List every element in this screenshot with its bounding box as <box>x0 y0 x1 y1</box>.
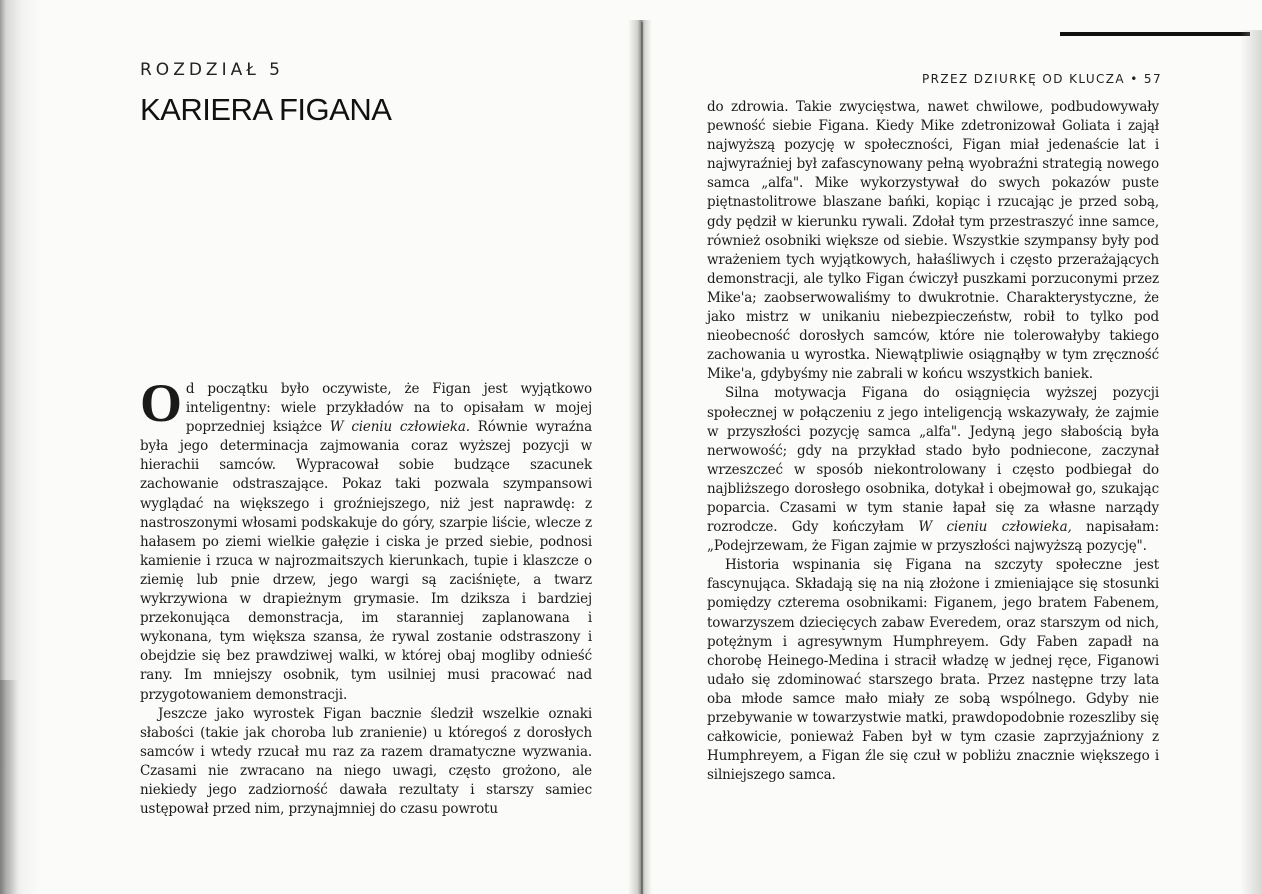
book-title-italic: W cieniu człowieka, <box>918 519 1072 536</box>
book-gutter <box>628 20 652 894</box>
chapter-label: ROZDZIAŁ 5 <box>140 60 284 80</box>
book-title-italic: W cieniu człowieka. <box>329 419 470 436</box>
right-page <box>707 0 1162 894</box>
scan-right-edge <box>1240 30 1262 894</box>
paragraph <box>707 384 1159 556</box>
left-page <box>140 0 600 894</box>
paragraph-text: Równie wyraźna była jego determinacja zajmowania coraz wyższej pozycji w hierachii samców. Wypracował sobie budzące szacunek zachowanie odstraszające. Pokaz taki pozwala szympansowi wyglądać na większego i groźniejszego, niż jest naprawdę: z nastroszonymi włosami podskakuje do góry, szarpie liście, wlecze z hałasem po ziemi wielkie gałęzie i ciska je przed siebie, podnosi kamienie i rzuca w najrozmaitszych kierunkach, tupie i klaszcze o ziemię lub pnie drzew, jego wargi są zaciśnięte, a twarz wykrzywiona w drapieżnym grymasie. Im dziksza i bardziej przekonująca demonstracja, im staranniej zaplanowana i wykonana, tym większa szansa, że rywal zostanie odstraszony i obejdzie się bez prawdziwej walki, w której obaj mogliby odnieść rany. Im mniejszy osobnik, tym usilniej musi pracować nad przygotowaniem demonstracji. <box>140 419 592 703</box>
right-page-body <box>707 98 1159 785</box>
chapter-title: KARIERA FIGANA <box>140 92 392 127</box>
paragraph: Jeszcze jako wyrostek Figan bacznie śledził wszelkie oznaki słabości (takie jak choroba lub zranienie) u któregoś z dorosłych samców i wtedy rzucał mu raz za razem dramatyczne wyzwania. Czasami nie zwracano na niego uwagi, często grożono, ale niekiedy jego zadziorność dawała rezultaty i starszy samiec ustępował przed nim, przynajmniej do czasu powrotu <box>140 705 592 818</box>
gutter-fold-line <box>641 22 643 894</box>
scan-left-shadow <box>0 680 18 894</box>
paragraph-text: napisałam: „Podejrzewam, że Figan zajmie w przyszłości najwyższą pozycję". <box>707 519 1159 555</box>
drop-cap: O <box>140 373 182 433</box>
paragraph-text: d początku było oczywiste, że Figan jest wyjątkowo inteligentny: wiele przykładów na to opisałam w mojej poprzedniej książce <box>185 381 592 436</box>
paragraph <box>140 373 592 705</box>
paragraph: Historia wspinania się Figana na szczyty społeczne jest fascynująca. Składają się na nią złożone i zmieniające się stosunki pomiędzy czterema osobnikami: Figanem, jego bratem Fabenem, towarzyszem dziecięcych zabaw Everedem, oraz starszym od nich, potężnym i agresywnym Humphreyem. Gdy Faben zapadł na chorobę Heinego-Medina i stracił władzę w jednej ręce, Figanowi udało się zdominować starszego brata. Przez następne trzy lata oba młode samce mało miały ze sobą wspólnego. Gdyby nie przebywanie w towarzystwie matki, prawdopodobnie rozeszliby się całkowicie, ponieważ Faben był w tym czasie zaprzyjaźniony z Humphreyem, a Figan źle się czuł w pobliżu znacznie większego i silniejszego samca. <box>707 557 1159 784</box>
running-head: PRZEZ DZIURKĘ OD KLUCZA • 57 <box>921 72 1162 86</box>
paragraph: do zdrowia. Takie zwycięstwa, nawet chwilowe, podbudowywały pewność siebie Figana. Kiedy Mike zdetronizował Goliata i zajął najwyższą pozycję w społeczności, Figan miał jedenaście lat i najwyraźniej był zafascynowany pełną wyobraźni strategią nowego samca „alfa". Mike wykorzystywał do swych pokazów puste piętnastolitrowe blaszane bańki, kopiąc i rzucając je przed sobą, gdy pędził w kierunku rywali. Zdołał tym przestraszyć inne samce, również osobniki większe od siebie. Wszystkie szympansy były pod wrażeniem tych wyjątkowych, hałaśliwych i często przerażających demonstracji, ale tylko Figan ćwiczył puszkami porzuconymi przez Mike'a; zaobserwowaliśmy to dwukrotnie. Charakterystyczne, że jako mistrz w unikaniu niebezpieczeństw, robił to tylko pod nieobecność dorosłych samców, które nie tolerowałyby takiego zachowania u wyrostka. Niewątpliwie osiągnąłby w tym zręczność Mike'a, gdybyśmy nie zabrali w końcu wszystkich baniek. <box>707 99 1159 383</box>
paragraph-text: Silna motywacja Figana do osiągnięcia wyższej pozycji społecznej w połączeniu z jego inteligencją wskazywały, że zajmie w przyszłości pozycję samca „alfa". Jedyną jego słabością była nerwowość; gdy na przykład stado było podniecone, zaczynał wrzeszczeć w sposób niekontrolowany i często podbiegał do najbliższego dorosłego osobnika, dotykał i obejmował go, szukając poparcia. Czasami w tym stanie łapał się za własne narządy rozrodcze. Gdy kończyłam <box>707 385 1159 536</box>
left-page-body <box>140 373 592 819</box>
